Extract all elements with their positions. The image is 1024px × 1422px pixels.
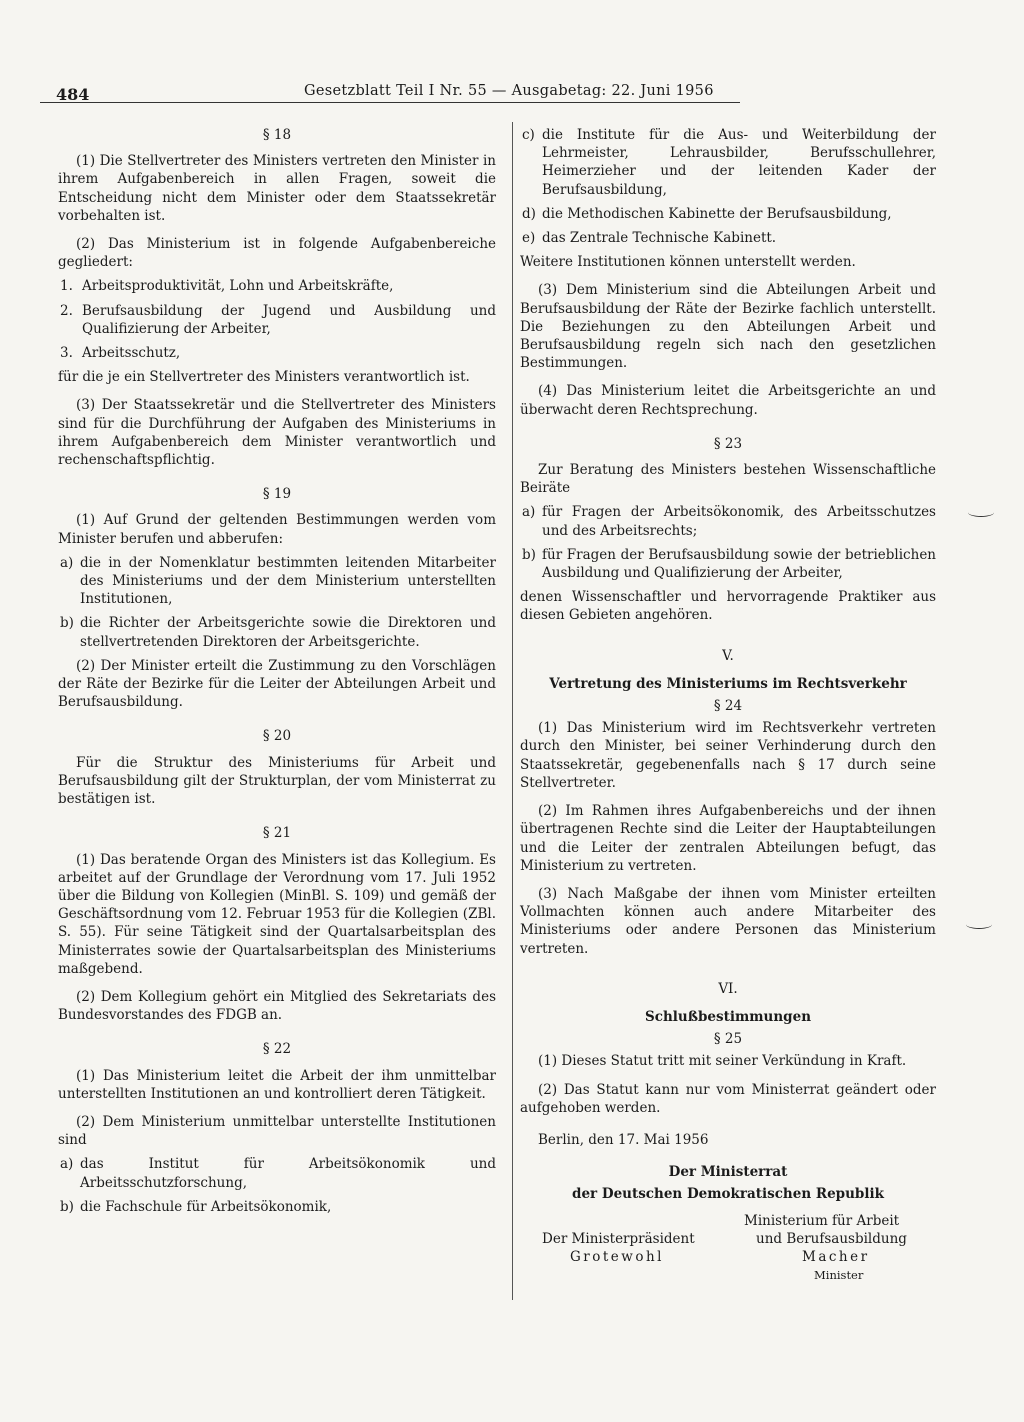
paragraph: (1) Die Stellvertreter des Ministers vertreten den Minister in ihrem Aufgabenbereich in allen Fragen, soweit die Entscheidung nicht dem Minister oder dem Staatssekretär vorbehalten ist. [58,153,496,224]
section-heading: § 18 [262,127,292,143]
paragraph: Weitere Institutionen können unterstellt werden. [520,254,856,271]
paragraph: (2) Das Ministerium ist in folgende Aufgabenbereiche gegliedert: [58,236,496,271]
paragraph: (4) Das Ministerium leitet die Arbeitsgerichte an und überwacht deren Rechtsprechung. [520,383,936,418]
header-title: Gesetzblatt Teil I Nr. 55 — Ausgabetag: 22. Juni 1956 [304,83,714,99]
list-item: 3. Arbeitsschutz, [60,345,181,362]
paragraph: (3) Nach Maßgabe der ihnen vom Minister erteilten Vollmachten können auch andere Mitarbeiter des Ministeriums oder andere Personen das Ministerium vertreten. [520,885,936,957]
list-item: b) die Richter der Arbeitsgerichte sowie die Direktoren und stellvertretenden Direktoren der Arbeitsgerichte. [60,615,496,650]
section-heading: § 25 [713,1031,743,1048]
paragraph: (2) Das Statut kann nur vom Ministerrat geändert oder aufgehoben werden. [520,1081,936,1116]
paragraph: für die je ein Stellvertreter des Ministers verantwortlich ist. [58,369,470,386]
paragraph: Für die Struktur des Ministeriums für Arbeit und Berufsausbildung gilt der Strukturplan, der vom Ministerrat zu bestätigen ist. [58,754,496,808]
signature-block [520,1208,936,1328]
list-item: b) die Fachschule für Arbeitsökonomik, [60,1198,332,1215]
signatory-right-title: Minister [814,1267,864,1282]
list-item: a) das Institut für Arbeitsökonomik und Arbeitsschutzforschung, [60,1156,496,1191]
list-item: a) die in der Nomenklatur bestimmten leitenden Mitarbeiter des Ministeriums und der dem Ministerium unterstellten Institutionen, [60,554,496,608]
right-column [520,126,936,1328]
paragraph: (1) Auf Grund der geltenden Bestimmungen werden vom Minister berufen und abberufen: [58,512,496,547]
section-heading: § 24 [713,698,743,715]
paragraph: (1) Das Ministerium leitet die Arbeit der ihm unmittelbar unterstellten Institutionen an und kontrolliert deren Tätigkeit. [58,1067,496,1102]
page-header [40,80,740,103]
signatory-right-role2: und Berufsausbildung [756,1230,907,1247]
signatory-left-role: Der Ministerpräsident [542,1230,695,1247]
part-title: Vertretung des Ministeriums im Rechtsverkehr [549,675,907,692]
paragraph: (3) Der Staatssekretär und die Stellvertreter des Ministers sind für die Durchführung der Aufgaben des Ministeriums in ihrem Aufgabenbereich dem Minister verantwortlich und rechenschaftspflichtig. [58,397,496,469]
signature-body-line2: der Deutschen Demokratischen Republik [572,1186,884,1203]
paragraph: Zur Beratung des Ministers bestehen Wissenschaftliche Beiräte [520,462,936,497]
margin-mark [966,920,992,929]
part-title: Schlußbestimmungen [644,1008,812,1025]
signatory-right-name: Macher [802,1248,870,1265]
list-item: d) die Methodischen Kabinette der Berufsausbildung, [522,205,892,222]
paragraph: (1) Das Ministerium wird im Rechtsverkehr vertreten durch den Minister, bei seiner Verhinderung durch den Staatssekretär, gegebenenfalls nach § 17 durch seine Stellvertreter. [520,720,936,791]
paragraph: (2) Der Minister erteilt die Zustimmung zu den Vorschlägen der Räte der Bezirke für die Leiter der Abteilungen Arbeit und Berufsausbildung. [58,657,496,711]
paragraph: denen Wissenschaftler und hervorragende Praktiker aus diesen Gebieten angehören. [520,589,936,624]
section-heading: § 21 [262,825,292,842]
paragraph: (1) Dieses Statut tritt mit seiner Verkündung in Kraft. [538,1053,907,1070]
paragraph: (3) Dem Ministerium sind die Abteilungen Arbeit und Berufsausbildung der Räte der Bezirke fachlich unterstellt. Die Beziehungen zu den Abteilungen Arbeit und Berufsausbildung regeln sich nach den gesetzlichen Bestimmungen. [520,282,936,372]
section-heading: § 20 [262,728,292,745]
section-heading: § 22 [262,1041,292,1058]
part-numeral: V. [722,647,734,664]
list-item: 1. Arbeitsproduktivität, Lohn und Arbeitskräfte, [60,278,394,295]
section-heading: § 23 [713,435,743,452]
list-item: e) das Zentrale Technische Kabinett. [522,230,777,247]
paragraph: (2) Im Rahmen ihres Aufgabenbereichs und der ihnen übertragenen Rechte sind die Leiter der Hauptabteilungen und die Leiter der zentralen Abteilungen befugt, das Ministerium zu vertreten. [520,803,936,874]
paragraph: (1) Das beratende Organ des Ministers ist das Kollegium. Es arbeitet auf der Grundlage der Verordnung vom 17. Juli 1952 über die Bildung von Kollegien (MinBl. S. 109) und gemäß der Geschäftsordnung vom 12. Februar 1953 für die Kollegien (ZBl. S. 55). Für seine Tätigkeit sind der Quartalsarbeitsplan des Ministerrates sowie der Quartalsarbeitsplan des Ministeriums maßgebend. [58,851,496,977]
page-number: 484 [56,85,90,104]
place-date: Berlin, den 17. Mai 1956 [538,1131,709,1148]
list-item: c) die Institute für die Aus- und Weiterbildung der Lehrmeister, Lehrausbilder, Berufsschullehrer, Heimerzieher und der leitenden Kader der Berufsausbildung, [522,127,936,198]
signatory-right-role1: Ministerium für Arbeit [744,1212,900,1229]
list-item: b) für Fragen der Berufsausbildung sowie der betrieblichen Ausbildung und Qualifizierung der Arbeiter, [522,546,936,582]
margin-mark [968,508,994,517]
section-heading: § 19 [262,486,292,503]
list-item: a) für Fragen der Arbeitsökonomik, des Arbeitsschutzes und des Arbeitsrechts; [522,504,936,539]
signature-body-line1: Der Ministerrat [668,1164,788,1181]
left-column [58,126,496,1222]
part-numeral: VI. [718,980,738,997]
signatory-left-name: Grotewohl [570,1248,664,1265]
paragraph: (2) Dem Kollegium gehört ein Mitglied des Sekretariats des Bundesvorstandes des FDGB an. [58,988,496,1024]
column-divider [512,122,513,1300]
list-item: 2. Berufsausbildung der Jugend und Ausbildung und Qualifizierung der Arbeiter, [60,302,496,337]
paragraph: (2) Dem Ministerium unmittelbar unterstellte Institutionen sind [58,1113,496,1149]
